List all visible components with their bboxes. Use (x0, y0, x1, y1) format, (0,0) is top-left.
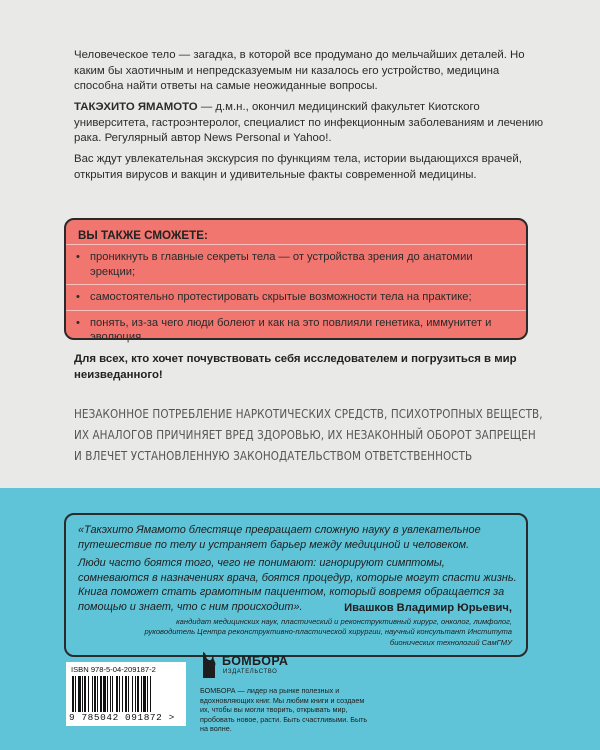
barcode-icon (72, 676, 180, 712)
benefit-text: понять, из-за чего люди болеют и как на это повлияли генетика, иммунитет и эволюция. (90, 316, 492, 343)
bullet-icon: • (76, 291, 80, 303)
isbn-label: ISBN 978-5-04-209187-2 (71, 665, 156, 674)
publisher-logo (200, 650, 330, 684)
author-bio: — д.м.н., окончил медицинский факультет Киотского университета, гастроэнтеролог, специалист по инфекционным заболеваниям и лечению рака. Регулярный автор News Personal и Yahoo!. (74, 101, 544, 145)
list-item (66, 284, 526, 310)
benefits-title: ВЫ ТАКЖЕ СМОЖЕТЕ: (78, 229, 208, 242)
list-item (66, 244, 526, 284)
bombora-wave-icon (200, 650, 218, 682)
reviewer-credentials: кандидат медицинских наук, пластический и реконструктивный хирург, онколог, лимфолог, руководитель Центра реконструктивно-пластической хирургии, научный консультант Института бионических технологий СамГМУ (144, 617, 512, 647)
publisher-subtitle: ИЗДАТЕЛЬСТВО (223, 669, 278, 675)
reviewer-name: Ивашков Владимир Юрьевич, (344, 602, 512, 614)
author-paragraph (74, 100, 544, 147)
bullet-icon: • (76, 251, 80, 263)
list-item (66, 310, 526, 350)
benefits-box (64, 218, 528, 343)
benefit-text: проникнуть в главные секреты тела — от устройства зрения до анатомии эрекции; (90, 251, 473, 278)
benefit-text: самостоятельно протестировать скрытые возможности тела на практике; (90, 291, 472, 303)
benefits-list (66, 244, 526, 350)
tour-paragraph: Вас ждут увлекательная экскурсия по функциям тела, истории выдающихся врачей, открытия вирусов и вакцин и удивительные факты современной медицины. (74, 153, 522, 181)
publisher-about: БОМБОРА — лидер на рынке полезных и вдохновляющих книг. Мы любим книги и создаем их, чтобы вы могли творить, открывать мир, пробовать новое, расти. Быть счастливыми. Быть на волне. (200, 686, 368, 734)
review-box (64, 513, 528, 657)
bullet-icon: • (76, 316, 80, 329)
author-name: ТАКЭХИТО ЯМАМОТО (74, 101, 198, 113)
review-quote-2: Люди часто боятся того, чего не понимают: игнорируют симптомы, сомневаются в назначениях врача, боятся процедур, которые могут спасти жизнь. Книга поможет стать грамотным пациентом, который вовремя обращается за помощью и знает, что с ним происходит». (78, 557, 517, 613)
review-quote-1: «Такэхито Ямамото блестяще превращает сложную науку в увлекательное путешествие по телу и устраняет барьер между медициной и человеком. (78, 524, 481, 551)
legal-warning: НЕЗАКОННОЕ ПОТРЕБЛЕНИЕ НАРКОТИЧЕСКИХ СРЕДСТВ, ПСИХОТРОПНЫХ ВЕЩЕСТВ, ИХ АНАЛОГОВ ПРИЧИНЯЕТ ВРЕД ЗДОРОВЬЮ, ИХ НЕЗАКОННЫЙ ОБОРОТ ЗАПРЕЩЕН И ВЛЕЧЕТ УСТАНОВЛЕННУЮ ЗАКОНОДАТЕЛЬСТВОМ ОТВЕТСТВЕННОСТЬ (74, 406, 543, 463)
barcode-digits: 9 785042 091872 > (69, 712, 175, 723)
publisher-name: БОМБОРА (222, 654, 289, 668)
barcode (66, 662, 186, 726)
intro-paragraph: Человеческое тело — загадка, в которой все продумано до мельчайших деталей. Но каким бы хаотичным и непредсказуемым ни казалось его устройство, медицина способна найти ответы на самые неожиданные вопросы. (74, 49, 525, 93)
call-to-action: Для всех, кто хочет почувствовать себя исследователем и погрузиться в мир неизведанного! (74, 353, 517, 381)
